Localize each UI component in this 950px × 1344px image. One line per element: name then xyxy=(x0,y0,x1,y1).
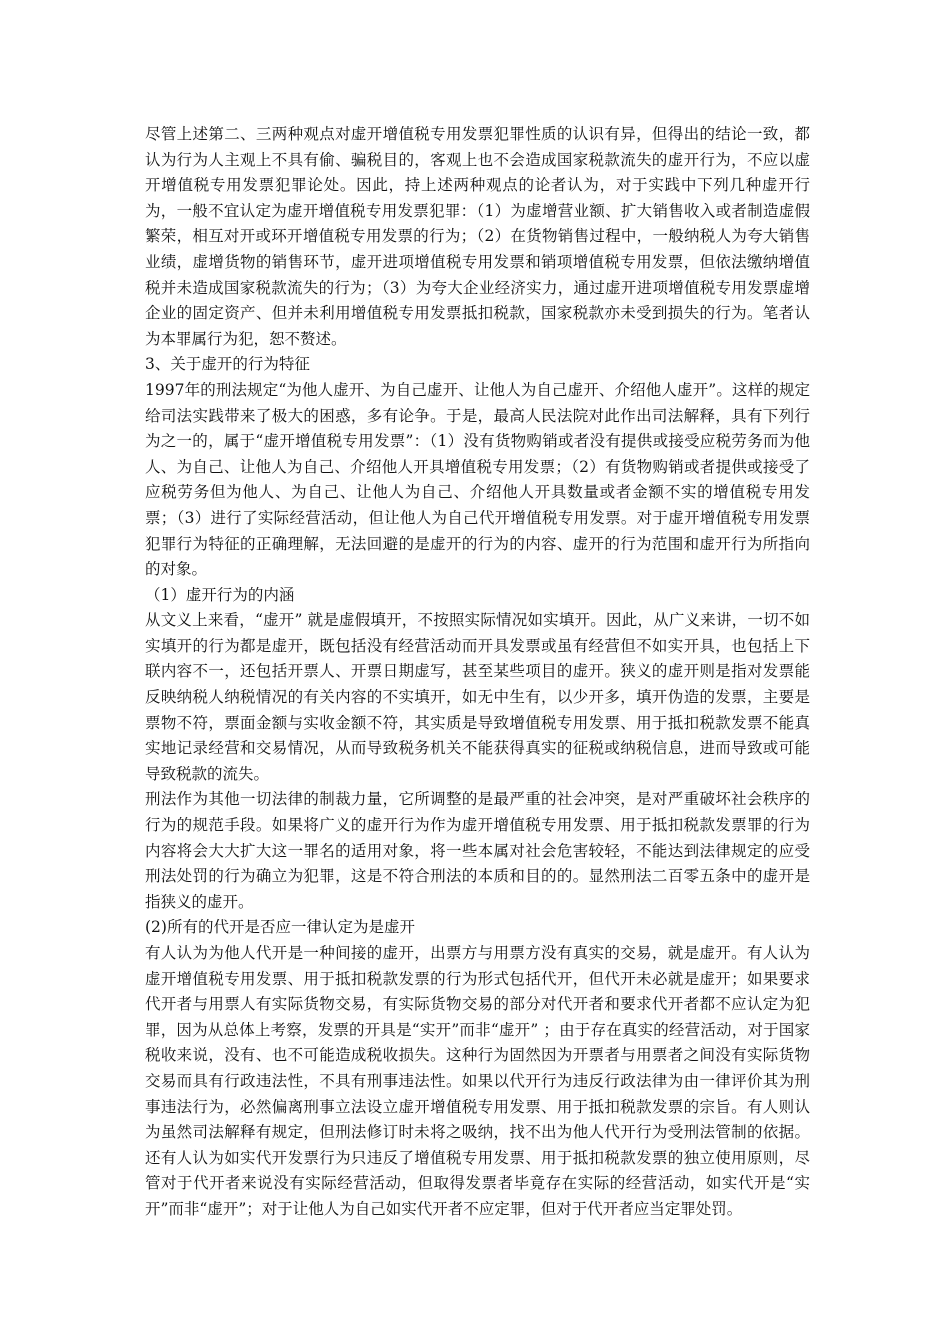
subheading-1: （1）虚开行为的内涵 xyxy=(145,585,295,604)
paragraph-issuing-on-behalf: 有人认为为他人代开是一种间接的虚开，出票方与用票方没有真实的交易，就是虚开。有人认为虚开增值税专用发票、用于抵扣税款发票的行为形式包括代开，但代开未必就是虚开；如果要求代开者与用票人有实际货物交易，有实际货物交易的部分对代开者和要求代开者都不应认定为犯罪，因为从总体上考察，发票的开具是“实开”而非“虚开” ；由于存在真实的经营活动，对于国家税收来说，没有、也不可能造成税收损失。这种行为固然因为开票者与用票者之间没有实际货物交易而具有行政违法性，不具有刑事违法性。如果以代开行为违反行政法律为由一律评价其为刑事违法行为，必然偏离刑事立法设立虚开增值税专用发票、用于抵扣税款发票的宗旨。有人则认为虽然司法解释有规定，但刑法修订时未将之吸纳，找不出为他人代开行为受刑法管制的依据。还有人认为如实代开发票行为只违反了增值税专用发票、用于抵扣税款发票的独立使用原则，尽管对于代开者来说没有实际经营活动，但取得发票者毕竟存在实际的经营活动，如实代开是“实开”而非“虚开”；对于让他人为自己如实代开者不应定罪，但对于代开者应当定罪处罚。 xyxy=(145,944,810,1218)
section-heading-3: 3、关于虚开的行为特征 xyxy=(145,355,310,374)
paragraph-criminal-law-role: 刑法作为其他一切法律的制裁力量，它所调整的是最严重的社会冲突，是对严重破坏社会秩序的行为的规范手段。如果将广义的虚开行为作为虚开增值税专用发票、用于抵扣税款发票罪的行为内容将会大大扩大这一罪名的适用对象，将一些本属对社会危害较轻，不能达到法律规定的应受刑法处罚的行为确立为犯罪，这是不符合刑法的本质和目的的。显然刑法二百零五条中的虚开是指狭义的虚开。 xyxy=(145,790,810,911)
document-body xyxy=(145,122,810,1223)
paragraph-1997-criminal-law: 1997年的刑法规定“为他人虚开、为自己虚开、让他人为自己虚开、介绍他人虚开”。这样的规定给司法实践带来了极大的困惑，多有论争。于是，最高人民法院对此作出司法解释，具有下列行为之一的，属于“虚开增值税专用发票”：（1）没有货物购销或者没有提供或接受应税劳务而为他人、为自己、让他人为自己、介绍他人开具增值税专用发票；（2）有货物购销或者提供或接受了应税劳务但为他人、为自己、让他人为自己、介绍他人开具数量或者金额不实的增值税专用发票；（3）进行了实际经营活动，但让他人为自己代开增值税专用发票。对于虚开增值税专用发票犯罪行为特征的正确理解，无法回避的是虚开的行为的内容、虚开的行为范围和虚开行为所指向的对象。 xyxy=(145,380,810,579)
paragraph-conclusion: 尽管上述第二、三两种观点对虚开增值税专用发票犯罪性质的认识有异，但得出的结论一致，都认为行为人主观上不具有偷、骗税目的，客观上也不会造成国家税款流失的虚开行为，不应以虚开增值税专用发票犯罪论处。因此，持上述两种观点的论者认为，对于实践中下列几种虚开行为，一般不宜认定为虚开增值税专用发票犯罪：（1）为虚增营业额、扩大销售收入或者制造虚假繁荣，相互对开或环开增值税专用发票的行为；（2）在货物销售过程中，一般纳税人为夸大销售业绩，虚增货物的销售环节，虚开进项增值税专用发票和销项增值税专用发票，但依法缴纳增值税并未造成国家税款流失的行为；（3）为夸大企业经济实力，通过虚开进项增值税专用发票虚增企业的固定资产、但并未利用增值税专用发票抵扣税款，国家税款亦未受到损失的行为。笔者认为本罪属行为犯，恕不赘述。 xyxy=(145,125,810,348)
subheading-2: (2)所有的代开是否应一律认定为是虚开 xyxy=(145,918,415,937)
paragraph-literal-meaning: 从文义上来看，“虚开” 就是虚假填开，不按照实际情况如实填开。因此，从广义来讲，一切不如实填开的行为都是虚开，既包括没有经营活动而开具发票或虽有经营但不如实开具，也包括上下联内容不一，还包括开票人、开票日期虚写，甚至某些项目的虚开。狭义的虚开则是指对发票能反映纳税人纳税情况的有关内容的不实填开，如无中生有，以少开多，填开伪造的发票，主要是票物不符，票面金额与实收金额不符，其实质是导致增值税专用发票、用于抵扣税款发票不能真实地记录经营和交易情况，从而导致税务机关不能获得真实的征税或纳税信息，进而导致或可能导致税款的流失。 xyxy=(145,611,810,783)
